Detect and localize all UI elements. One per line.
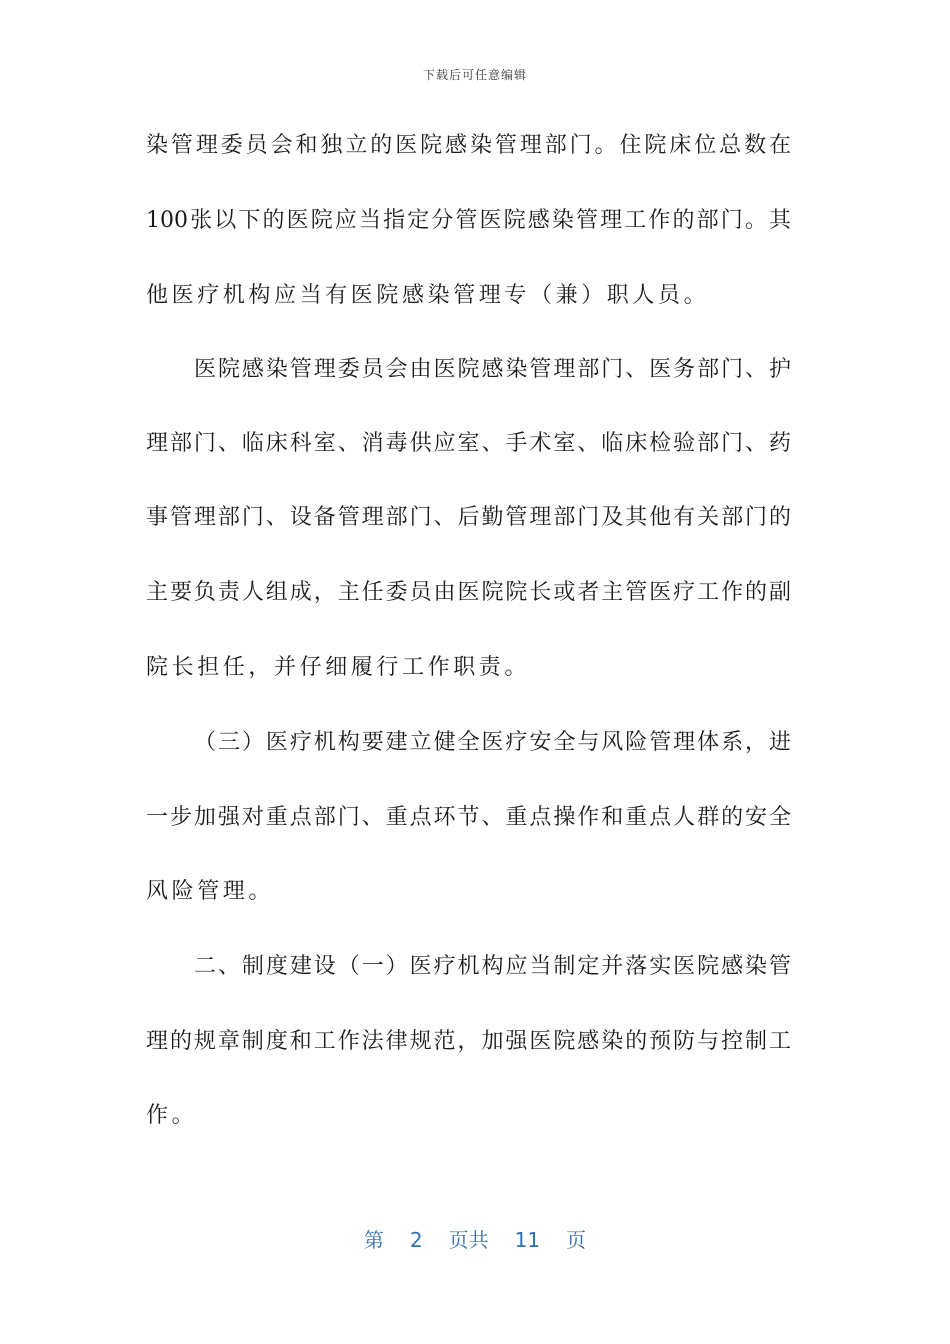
text-line: 风险管理。: [146, 879, 275, 904]
footer-current-page: 2: [409, 1228, 423, 1252]
text-line: 一步加强对重点部门、重点环节、重点操作和重点人群的安全: [146, 805, 791, 830]
text-line: 主要负责人组成，主任委员由医院院长或者主管医疗工作的副: [146, 580, 791, 605]
text-line: 作。: [146, 1103, 198, 1128]
footer-prefix: 第: [363, 1228, 384, 1252]
text-line: 院长担任，并仔细履行工作职责。: [146, 655, 531, 680]
text-line: 理部门、临床科室、消毒供应室、手术室、临床检验部门、药: [146, 431, 791, 456]
text-line: 医院感染管理委员会由医院感染管理部门、医务部门、护: [194, 357, 791, 382]
text-line: 事管理部门、设备管理部门、后勤管理部门及其他有关部门的: [146, 505, 791, 530]
text-line: 100张以下的医院应当指定分管医院感染管理工作的部门。其: [146, 208, 791, 233]
footer-suffix: 页: [566, 1228, 587, 1252]
text-line: （三）医疗机构要建立健全医疗安全与风险管理体系，进: [194, 730, 791, 755]
page-footer: [0, 1224, 950, 1253]
text-line: 染管理委员会和独立的医院感染管理部门。住院床位总数在: [146, 133, 791, 158]
text-line: 理的规章制度和工作法律规范，加强医院感染的预防与控制工: [146, 1029, 791, 1054]
text-line: 他医疗机构应当有医院感染管理专（兼）职人员。: [146, 283, 710, 308]
footer-middle: 页共: [448, 1228, 489, 1252]
page-header: 下载后可任意编辑: [422, 68, 527, 82]
footer-total-pages: 11: [514, 1228, 541, 1252]
text-line: 二、制度建设（一）医疗机构应当制定并落实医院感染管: [194, 954, 791, 979]
